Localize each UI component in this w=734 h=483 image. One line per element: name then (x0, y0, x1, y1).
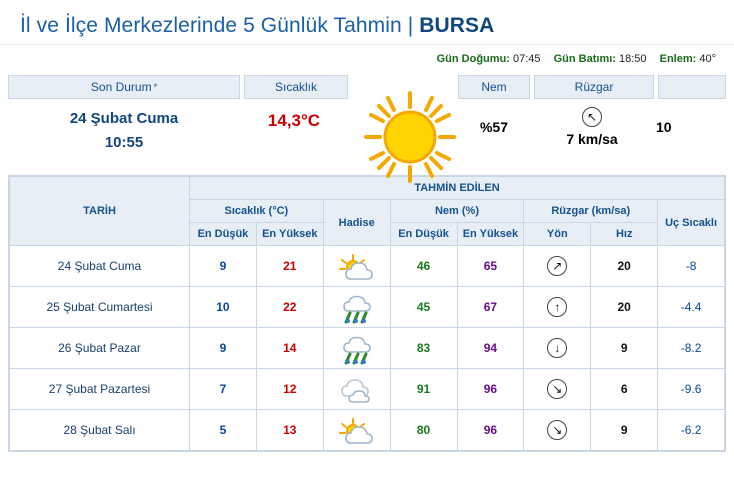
cell-wind-speed: 6 (591, 369, 658, 410)
current-header-son-durum-label: Son Durum (90, 80, 152, 94)
table-row (10, 369, 725, 410)
sunrise-value: 07:45 (513, 53, 541, 65)
cell-date: 27 Şubat Pazartesi (10, 369, 190, 410)
rain-shower-icon (337, 335, 377, 361)
sun-cloud-icon (337, 417, 377, 443)
col-header-nem: Nem (%) (390, 200, 524, 223)
cloudy-icon (337, 376, 377, 402)
cell-hum-min: 83 (390, 328, 457, 369)
current-conditions (8, 75, 726, 167)
cell-hum-min: 80 (390, 410, 457, 451)
cell-wind-speed: 9 (591, 410, 658, 451)
cell-hum-min: 45 (390, 287, 457, 328)
col-header-wind-speed: Hız (591, 223, 658, 246)
sunset-label: Gün Batımı: (553, 53, 616, 65)
cell-uc-min: -6.2 (658, 410, 725, 451)
current-header-tail (658, 75, 726, 99)
col-header-hum-max: En Yüksek (457, 223, 524, 246)
cell-hum-max: 67 (457, 287, 524, 328)
cell-wind-speed: 20 (591, 287, 658, 328)
col-header-hadise: Hadise (323, 200, 390, 246)
page-title-main: İl ve İlçe Merkezlerinde 5 Günlük Tahmin | (20, 14, 420, 37)
current-tail-value: 10 (656, 119, 672, 135)
cell-hum-max: 65 (457, 246, 524, 287)
current-date: 24 Şubat Cuma (69, 110, 179, 127)
sun-cloud-icon (337, 253, 377, 279)
cell-temp-max: 14 (256, 328, 323, 369)
forecast-table-body (10, 246, 725, 451)
arrow-up-right-icon: ↗ (547, 256, 567, 276)
col-header-wind-dir: Yön (524, 223, 591, 246)
cell-uc-min: -9.6 (658, 369, 725, 410)
latitude-value: 40° (699, 53, 716, 65)
arrow-down-right-icon: ↘ (547, 379, 567, 399)
table-row (10, 328, 725, 369)
col-header-ruzgar: Rüzgar (km/sa) (524, 200, 658, 223)
forecast-table (9, 176, 725, 451)
sunny-icon (358, 85, 462, 192)
col-header-uc-sicaklik: Uç Sıcaklı (658, 200, 725, 246)
cell-temp-min: 7 (190, 369, 257, 410)
current-time: 10:55 (104, 134, 144, 151)
current-temperature: 14,3°C (267, 111, 321, 130)
cell-wind-dir (524, 287, 591, 328)
arrow-up-left-icon: ↖ (582, 107, 602, 127)
cell-hum-min: 46 (390, 246, 457, 287)
cell-hum-min: 91 (390, 369, 457, 410)
cell-temp-min: 5 (190, 410, 257, 451)
cell-wind-dir (524, 410, 591, 451)
cell-uc-min: -8.2 (658, 328, 725, 369)
col-header-tahmin-edilen: TAHMİN EDİLEN (190, 177, 725, 200)
cell-hadise (323, 369, 390, 410)
current-humidity: %57 (479, 119, 509, 135)
sun-info-bar (0, 45, 734, 71)
rain-shower-icon (337, 294, 377, 320)
cell-date: 25 Şubat Cumartesi (10, 287, 190, 328)
cell-hadise (323, 246, 390, 287)
cell-wind-dir (524, 246, 591, 287)
current-header-sicaklik: Sıcaklık (244, 75, 348, 99)
current-header-son-durum (8, 75, 240, 99)
cell-date: 24 Şubat Cuma (10, 246, 190, 287)
cell-hadise (323, 287, 390, 328)
sunrise-label: Gün Doğumu: (436, 53, 510, 65)
col-header-hum-min: En Düşük (390, 223, 457, 246)
cell-hum-max: 94 (457, 328, 524, 369)
cell-temp-max: 12 (256, 369, 323, 410)
arrow-down-right-icon: ↘ (547, 420, 567, 440)
current-header-ruzgar: Rüzgar (534, 75, 654, 99)
page-title-city: BURSA (419, 14, 495, 37)
cell-temp-max: 13 (256, 410, 323, 451)
current-wind (530, 107, 654, 147)
cell-wind-speed: 20 (591, 246, 658, 287)
cell-hum-max: 96 (457, 369, 524, 410)
table-row (10, 246, 725, 287)
col-header-sicaklik: Sıcaklık (°C) (190, 200, 324, 223)
cell-date: 26 Şubat Pazar (10, 328, 190, 369)
cell-hum-max: 96 (457, 410, 524, 451)
sunset-value: 18:50 (619, 53, 647, 65)
latitude-label: Enlem: (659, 53, 697, 65)
cell-uc-min: -4.4 (658, 287, 725, 328)
cell-wind-dir (524, 328, 591, 369)
cell-date: 28 Şubat Salı (10, 410, 190, 451)
current-datetime (8, 107, 240, 155)
cell-uc-min: -8 (658, 246, 725, 287)
cell-temp-max: 22 (256, 287, 323, 328)
col-header-tarih: TARİH (10, 177, 190, 246)
cell-hadise (323, 410, 390, 451)
current-wind-speed: 7 km/sa (566, 131, 618, 147)
cell-wind-dir (524, 369, 591, 410)
cell-temp-min: 9 (190, 246, 257, 287)
forecast-table-wrap (8, 175, 726, 452)
current-header-star: * (153, 82, 158, 92)
table-row (10, 287, 725, 328)
cell-temp-min: 10 (190, 287, 257, 328)
current-body-row (8, 107, 726, 167)
cell-temp-max: 21 (256, 246, 323, 287)
cell-hadise (323, 328, 390, 369)
arrow-down-icon: ↓ (547, 338, 567, 358)
page-title (20, 14, 494, 37)
current-weather-icon-cell (348, 107, 458, 167)
col-header-temp-max: En Yüksek (256, 223, 323, 246)
cell-wind-speed: 9 (591, 328, 658, 369)
current-header-nem: Nem (458, 75, 530, 99)
arrow-up-icon: ↑ (547, 297, 567, 317)
page-title-bar (0, 0, 734, 45)
table-row (10, 410, 725, 451)
col-header-temp-min: En Düşük (190, 223, 257, 246)
cell-temp-min: 9 (190, 328, 257, 369)
